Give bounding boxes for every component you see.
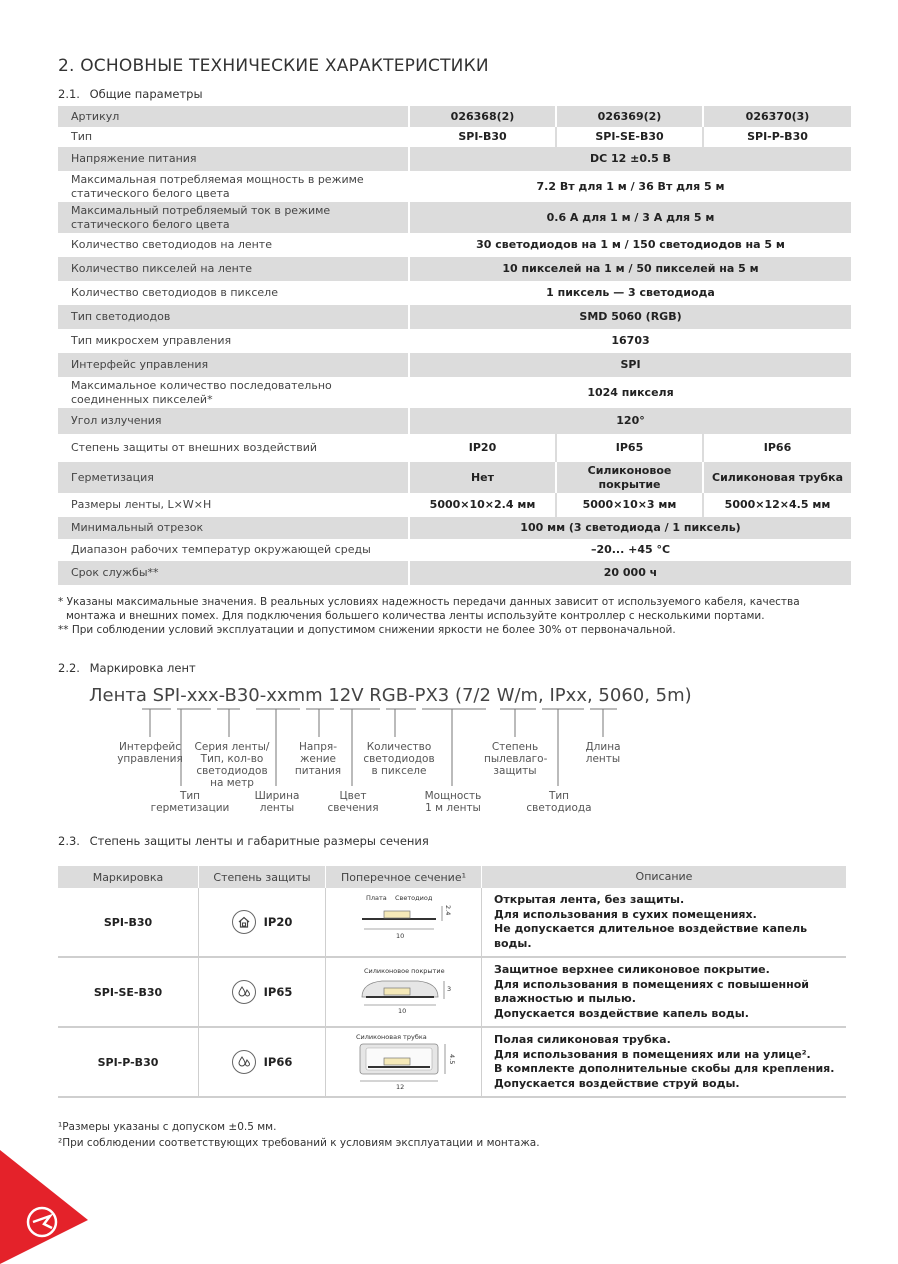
label: Интерфейс управления bbox=[58, 353, 408, 377]
row-mark: SPI-B30 bbox=[103, 915, 153, 929]
subsection-title: Общие параметры bbox=[89, 87, 203, 101]
label: Размеры ленты, L×W×H bbox=[58, 493, 408, 517]
label-seal: Тип герметизации bbox=[150, 790, 230, 814]
subsection-title: Маркировка лент bbox=[89, 661, 196, 675]
label-interface: Интерфейс управления bbox=[117, 741, 183, 765]
label-coating: Силиконовое покрытие bbox=[364, 967, 445, 975]
value: IP65 bbox=[557, 434, 702, 462]
water-drops-icon bbox=[232, 980, 256, 1004]
value: 1 пиксель — 3 светодиода bbox=[410, 281, 851, 305]
ip-badge bbox=[232, 980, 293, 1004]
table-row bbox=[58, 1028, 846, 1098]
row-desc bbox=[482, 1028, 846, 1096]
value: 1024 пикселя bbox=[410, 377, 851, 408]
value: DC 12 ±0.5 В bbox=[410, 147, 851, 171]
value: 16703 bbox=[410, 329, 851, 353]
desc-line: Для использования в помещениях или на улице². bbox=[494, 1047, 811, 1061]
value: 5000×10×3 мм bbox=[557, 493, 702, 517]
desc-line: Для использования в сухих помещениях. bbox=[494, 907, 757, 921]
table-row bbox=[58, 958, 846, 1028]
label-color: Цвет свечения bbox=[327, 790, 379, 814]
section-title: 2. ОСНОВНЫЕ ТЕХНИЧЕСКИЕ ХАРАКТЕРИСТИКИ bbox=[58, 56, 489, 76]
label: Срок службы** bbox=[58, 561, 408, 585]
label: Максимальный потребляемый ток в режиме статического белого цвета bbox=[58, 202, 408, 233]
note-line: * Указаны максимальные значения. В реальных условиях надежность передачи данных зависит от используемого кабеля, качества bbox=[58, 596, 800, 608]
label: Герметизация bbox=[58, 462, 408, 493]
footnote-2: ²При соблюдении соответствующих требований к условиям эксплуатации и монтажа. bbox=[58, 1137, 540, 1149]
row-desc bbox=[482, 888, 846, 956]
value: 30 светодиодов на 1 м / 150 светодиодов на 5 м bbox=[410, 233, 851, 257]
label-tube: Силиконовая трубка bbox=[356, 1033, 427, 1041]
value: 5000×10×2.4 мм bbox=[410, 493, 555, 517]
footnote-1: ¹Размеры указаны с допуском ±0.5 мм. bbox=[58, 1121, 277, 1133]
desc-line: Защитное верхнее силиконовое покрытие. bbox=[494, 963, 770, 976]
label: Количество светодиодов в пикселе bbox=[58, 281, 408, 305]
label-voltage: Напря- жение питания bbox=[294, 741, 342, 777]
value: 120° bbox=[410, 408, 851, 434]
value: 10 пикселей на 1 м / 50 пикселей на 5 м bbox=[410, 257, 851, 281]
label: Тип микросхем управления bbox=[58, 329, 408, 353]
value: SPI-SE-B30 bbox=[557, 127, 702, 147]
label: Диапазон рабочих температур окружающей среды bbox=[58, 539, 408, 561]
label-series: Серия ленты/ Тип, кол-во светодиодов на метр bbox=[194, 741, 270, 789]
table-header bbox=[58, 866, 846, 888]
water-drops-icon bbox=[232, 1050, 256, 1074]
desc-line: Полая силиконовая трубка. bbox=[494, 1033, 671, 1046]
header-marking: Маркировка bbox=[92, 870, 164, 884]
row-mark: SPI-SE-B30 bbox=[93, 985, 163, 999]
desc-line: Для использования в помещениях с повышенной bbox=[494, 977, 810, 991]
value: Нет bbox=[410, 462, 555, 493]
value: 0.6 А для 1 м / 3 А для 5 м bbox=[410, 202, 851, 233]
label-power: Мощность 1 м ленты bbox=[424, 790, 482, 814]
label: Артикул bbox=[58, 106, 408, 127]
home-icon bbox=[232, 910, 256, 934]
dim-height: 3 bbox=[447, 985, 452, 993]
value: IP66 bbox=[704, 434, 851, 462]
marking-code: Лента SPI-xxx-B30-xxmm 12V RGB-PX3 (7/2 W/m, IPxx, 5060, 5m) bbox=[89, 685, 692, 706]
section-diagram bbox=[326, 1028, 481, 1096]
subsection-number: 2.2. bbox=[58, 661, 80, 675]
label-length: Длина ленты bbox=[585, 741, 621, 765]
ip-badge bbox=[232, 1050, 293, 1074]
section-diagram bbox=[326, 958, 481, 1026]
label: Количество светодиодов на ленте bbox=[58, 233, 408, 257]
note-line: ** При соблюдении условий эксплуатации и допустимом снижении яркости не более 30% от первоначальной. bbox=[58, 624, 676, 636]
value: 026370(3) bbox=[704, 106, 851, 127]
value: Силиконовая трубка bbox=[704, 462, 851, 493]
value: 026369(2) bbox=[557, 106, 702, 127]
value: IP20 bbox=[410, 434, 555, 462]
label-count: Количество светодиодов в пикселе bbox=[363, 741, 435, 777]
desc-line: Не допускается длительное воздействие капель воды. bbox=[494, 922, 808, 950]
header-ip: Степень защиты bbox=[213, 870, 311, 884]
label: Тип светодиодов bbox=[58, 305, 408, 329]
ip-value: IP20 bbox=[263, 915, 293, 929]
value: SPI-B30 bbox=[410, 127, 555, 147]
subsection-number: 2.1. bbox=[58, 87, 80, 101]
label: Минимальный отрезок bbox=[58, 517, 408, 539]
value: 20 000 ч bbox=[410, 561, 851, 585]
label-width: Ширина ленты bbox=[254, 790, 300, 814]
value: –20... +45 °С bbox=[410, 539, 851, 561]
dim-height: 4.5 bbox=[448, 1054, 456, 1065]
row-mark: SPI-P-B30 bbox=[97, 1055, 159, 1069]
value: SMD 5060 (RGB) bbox=[410, 305, 851, 329]
dim-width: 10 bbox=[396, 932, 405, 940]
dim-width: 10 bbox=[398, 1007, 407, 1015]
label: Количество пикселей на ленте bbox=[58, 257, 408, 281]
dim-height: 2.4 bbox=[444, 905, 452, 916]
label: Максимальное количество последовательно соединенных пикселей* bbox=[58, 377, 408, 408]
label-board: Плата bbox=[366, 894, 387, 902]
value: 7.2 Вт для 1 м / 36 Вт для 5 м bbox=[410, 171, 851, 202]
label-ip: Степень пылевлаго- защиты bbox=[484, 741, 548, 777]
value: SPI bbox=[410, 353, 851, 377]
desc-line: Допускается воздействие струй воды. bbox=[494, 1076, 740, 1090]
table-row bbox=[58, 888, 846, 958]
dim-width: 12 bbox=[396, 1083, 405, 1091]
value: Силиконовое покрытие bbox=[557, 462, 702, 493]
label: Максимальная потребляемая мощность в режиме статического белого цвета bbox=[58, 171, 408, 202]
value: 026368(2) bbox=[410, 106, 555, 127]
ip-value: IP65 bbox=[263, 985, 293, 999]
desc-line: влажностью и пылью. bbox=[494, 992, 636, 1005]
desc-line: В комплекте дополнительные скобы для крепления. bbox=[494, 1062, 835, 1075]
value: SPI-P-B30 bbox=[704, 127, 851, 147]
ip-badge bbox=[232, 910, 293, 934]
header-section: Поперечное сечение¹ bbox=[341, 870, 466, 884]
subsection-number: 2.3. bbox=[58, 834, 80, 848]
section-diagram bbox=[326, 888, 481, 956]
note-line: монтажа и внешних помех. Для подключения большего количества ленты используйте контроллер с несколькими портами. bbox=[66, 610, 765, 622]
row-desc bbox=[482, 958, 846, 1026]
subsection-protection bbox=[58, 834, 429, 848]
protection-table bbox=[58, 866, 846, 1098]
header-desc: Описание bbox=[635, 869, 693, 883]
label: Степень защиты от внешних воздействий bbox=[58, 434, 408, 462]
subsection-title: Степень защиты ленты и габаритные размеры сечения bbox=[89, 834, 429, 848]
ip-value: IP66 bbox=[263, 1055, 293, 1069]
label: Тип bbox=[58, 127, 408, 147]
brand-corner bbox=[0, 1150, 90, 1264]
desc-line: Открытая лента, без защиты. bbox=[494, 893, 685, 906]
value: 5000×12×4.5 мм bbox=[704, 493, 851, 517]
label: Напряжение питания bbox=[58, 147, 408, 171]
label: Угол излучения bbox=[58, 408, 408, 434]
value: 100 мм (3 светодиода / 1 пиксель) bbox=[410, 517, 851, 539]
label-led: Тип светодиода bbox=[526, 790, 592, 814]
desc-line: Допускается воздействие капель воды. bbox=[494, 1006, 749, 1020]
label-led: Светодиод bbox=[395, 894, 433, 902]
